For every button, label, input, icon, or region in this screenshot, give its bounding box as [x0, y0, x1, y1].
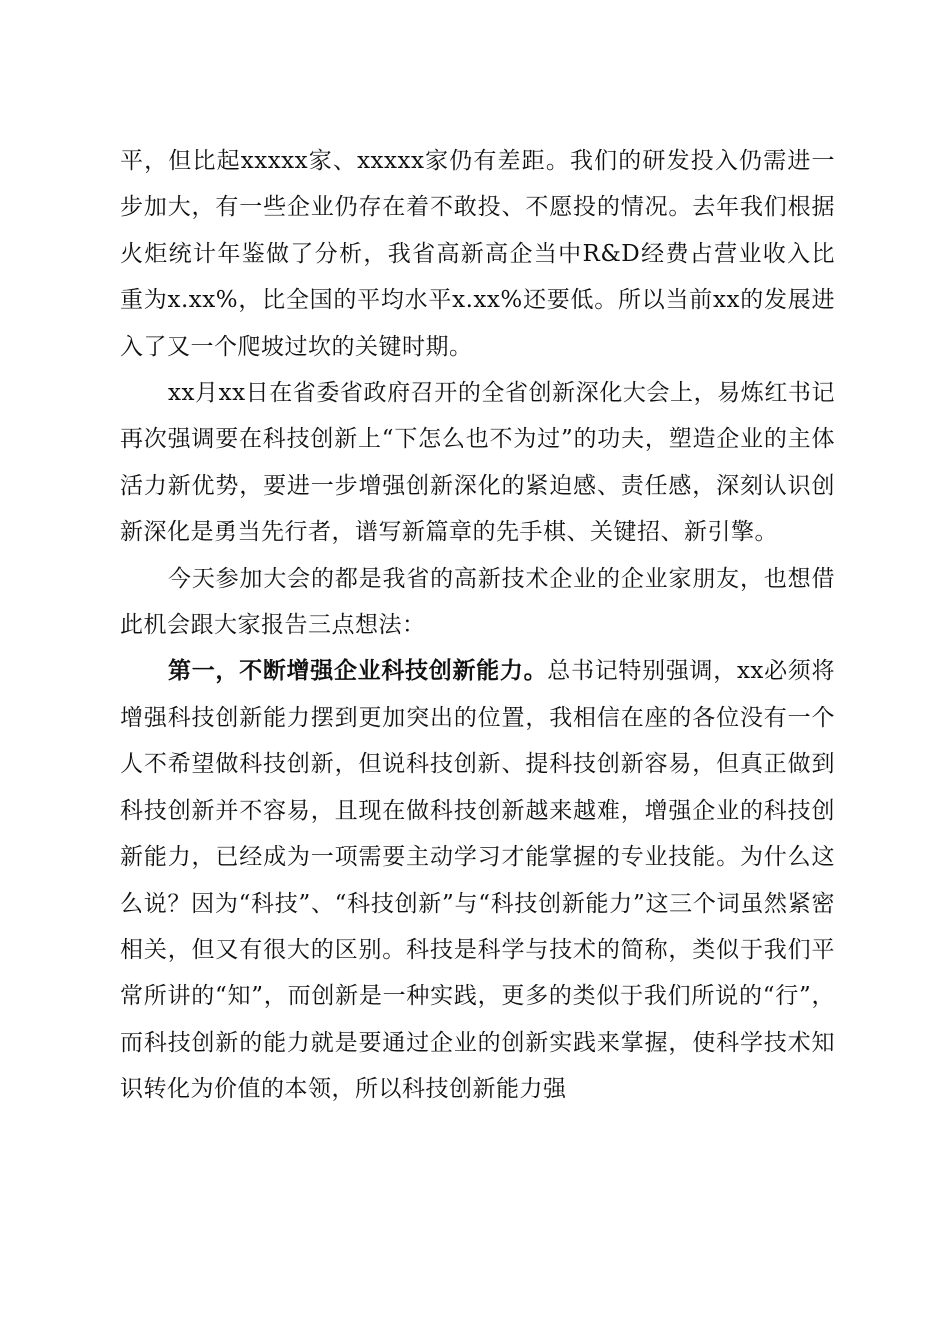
paragraph-point-one	[120, 648, 835, 1112]
paragraph-introduction	[120, 556, 835, 649]
paragraph-text: 平，但比起xxxxx家、xxxxx家仍有差距。我们的研发投入仍需进一步加大，有一些企业仍存在着不敢投、不愿投的情况。去年我们根据火炬统计年鉴做了分析，我省高新高企当中R&D经费占营业收入比重为x.xx%，比全国的平均水平x.xx%还要低。所以当前xx的发展进入了又一个爬坡过坎的关键时期。	[120, 148, 835, 360]
document-body	[120, 138, 835, 1113]
paragraph-text: 今天参加大会的都是我省的高新技术企业的企业家朋友，也想借此机会跟大家报告三点想法：	[120, 565, 835, 639]
paragraph-continuation	[120, 138, 835, 370]
paragraph-heading: 第一，不断增强企业科技创新能力。	[168, 657, 548, 685]
paragraph-innovation-conference	[120, 370, 835, 556]
paragraph-text: 总书记特别强调，xx必须将增强科技创新能力摆到更加突出的位置，我相信在座的各位没有一个人不希望做科技创新，但说科技创新、提科技创新容易，但真正做到科技创新并不容易，且现在做科技创新越来越难，增强企业的科技创新能力，已经成为一项需要主动学习才能掌握的专业技能。为什么这么说？因为“科技”、“科技创新”与“科技创新能力”这三个词虽然紧密相关，但又有很大的区别。科技是科学与技术的简称，类似于我们平常所讲的“知”，而创新是一种实践，更多的类似于我们所说的“行”，而科技创新的能力就是要通过企业的创新实践来掌握，使科学技术知识转化为价值的本领，所以科技创新能力强	[120, 658, 835, 1103]
paragraph-text: xx月xx日在省委省政府召开的全省创新深化大会上，易炼红书记再次强调要在科技创新上“下怎么也不为过”的功夫，塑造企业的主体活力新优势，要进一步增强创新深化的紧迫感、责任感，深刻认识创新深化是勇当先行者，谱写新篇章的先手棋、关键招、新引擎。	[120, 380, 835, 546]
